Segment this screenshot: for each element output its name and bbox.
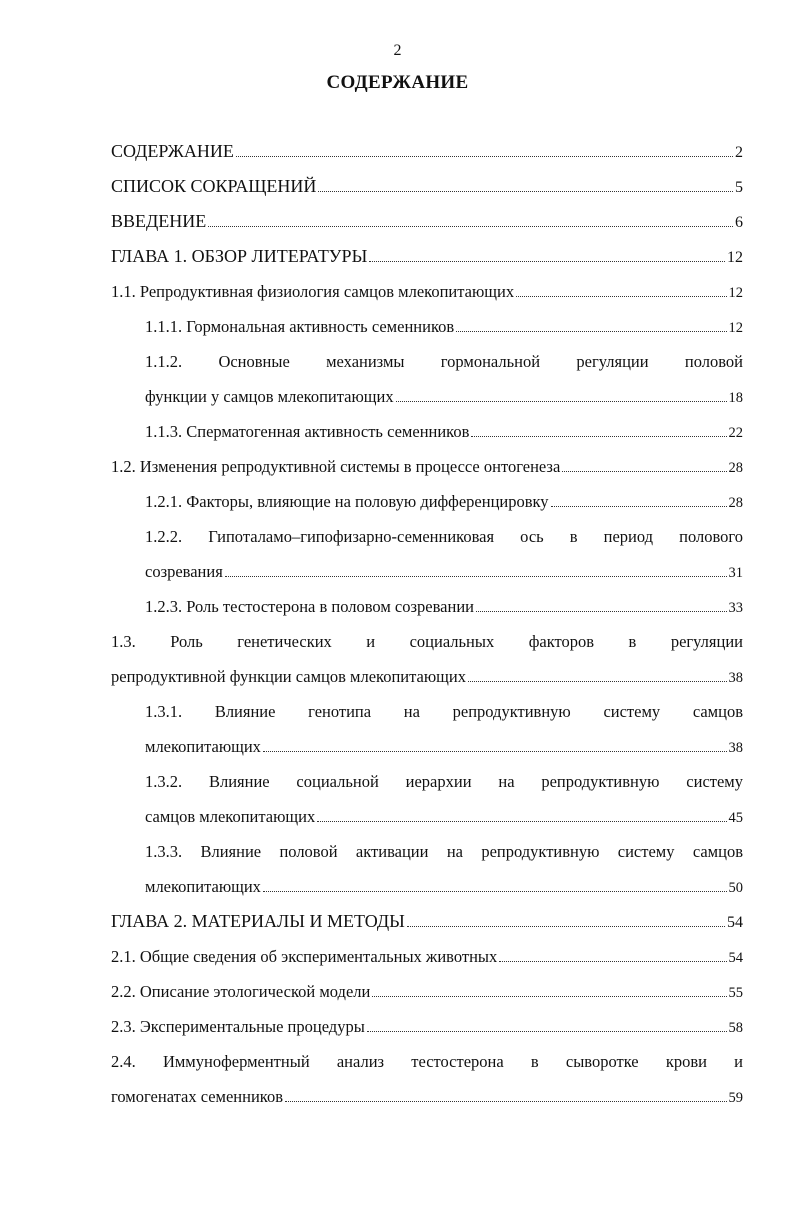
toc-entry-text: 1.1.2. Основные механизмы гормональной регуляции половой bbox=[145, 351, 743, 371]
toc-entry-line bbox=[111, 1087, 743, 1107]
toc-entry-page-number: 2 bbox=[735, 144, 743, 161]
toc-entry-line bbox=[111, 282, 743, 302]
toc-entry-line bbox=[111, 947, 743, 967]
toc-entry[interactable] bbox=[111, 974, 743, 1009]
toc-entry-page-number: 31 bbox=[728, 564, 743, 581]
toc-entry-wrapped-line bbox=[111, 519, 743, 554]
toc-entry-label: функции у самцов млекопитающих bbox=[145, 386, 394, 406]
toc-entry-text: 1.2.2. Гипоталамо–гипофизарно-семенниковая ось в период полового bbox=[145, 526, 743, 546]
toc-entry-page-number: 38 bbox=[728, 669, 743, 686]
toc-entry[interactable] bbox=[111, 449, 743, 484]
toc-entry-label: 2.2. Описание этологической модели bbox=[111, 981, 371, 1001]
dot-leader bbox=[285, 1101, 726, 1102]
toc-entry-line bbox=[111, 667, 743, 687]
toc-entry-label: созревания bbox=[145, 561, 223, 581]
toc-entry-label: СОДЕРЖАНИЕ bbox=[111, 141, 234, 161]
toc-entry-page-number: 12 bbox=[727, 249, 743, 266]
toc-entry-label: млекопитающих bbox=[145, 736, 261, 756]
toc-entry-line bbox=[111, 422, 743, 442]
toc-entry-page-number: 54 bbox=[728, 949, 743, 966]
toc-entry-label: ГЛАВА 2. МАТЕРИАЛЫ И МЕТОДЫ bbox=[111, 911, 405, 931]
toc-entry-page-number: 58 bbox=[728, 1019, 743, 1036]
dot-leader bbox=[225, 576, 727, 577]
toc-entry-wrapped-line bbox=[111, 1044, 743, 1079]
toc-entry-line bbox=[111, 911, 743, 932]
toc-entry[interactable] bbox=[111, 554, 743, 589]
toc-entry-page-number: 55 bbox=[728, 984, 743, 1001]
toc-entry-line bbox=[111, 211, 743, 232]
toc-entry-line bbox=[111, 807, 743, 827]
toc-entry-label: 1.1.3. Сперматогенная активность семенников bbox=[145, 421, 470, 441]
toc-entry-page-number: 12 bbox=[728, 284, 743, 301]
toc-entry-label: млекопитающих bbox=[145, 876, 261, 896]
toc-entry-line bbox=[111, 246, 743, 267]
toc-entry-line bbox=[111, 387, 743, 407]
dot-leader bbox=[367, 1031, 727, 1032]
toc-entry[interactable] bbox=[111, 204, 743, 239]
toc-entry-page-number: 28 bbox=[728, 494, 743, 511]
toc-entry[interactable] bbox=[111, 414, 743, 449]
toc-entry-label: гомогенатах семенников bbox=[111, 1086, 284, 1106]
toc-entry-label: 1.2.1. Факторы, влияющие на половую дифференцировку bbox=[145, 491, 549, 511]
toc-entry-text: 1.3.3. Влияние половой активации на репродуктивную систему самцов bbox=[145, 841, 743, 861]
dot-leader bbox=[317, 821, 726, 822]
toc-entry[interactable] bbox=[111, 309, 743, 344]
dot-leader bbox=[369, 261, 725, 262]
toc-entry-line bbox=[111, 176, 743, 197]
toc-entry-line bbox=[111, 317, 743, 337]
toc-entry-text: 1.3. Роль генетических и социальных факторов в регуляции bbox=[111, 631, 743, 651]
toc-entry-page-number: 38 bbox=[728, 739, 743, 756]
toc-entry-line bbox=[111, 562, 743, 582]
dot-leader bbox=[318, 191, 733, 192]
toc-entry-label: 1.2.3. Роль тестостерона в половом созревании bbox=[145, 596, 474, 616]
toc-entry-line bbox=[111, 737, 743, 757]
toc-entry[interactable] bbox=[111, 1009, 743, 1044]
toc-entry-label: 2.1. Общие сведения об экспериментальных животных bbox=[111, 946, 498, 966]
toc-entry-wrapped-line bbox=[111, 694, 743, 729]
table-of-contents bbox=[111, 134, 743, 1114]
page-title: СОДЕРЖАНИЕ bbox=[326, 72, 469, 93]
toc-entry[interactable] bbox=[111, 904, 743, 939]
dot-leader bbox=[499, 961, 726, 962]
toc-entry-wrapped-line bbox=[111, 344, 743, 379]
dot-leader bbox=[516, 296, 726, 297]
toc-entry-label: 1.2. Изменения репродуктивной системы в процессе онтогенеза bbox=[111, 456, 561, 476]
toc-entry-line bbox=[111, 982, 743, 1002]
toc-entry-page-number: 45 bbox=[728, 809, 743, 826]
toc-entry[interactable] bbox=[111, 589, 743, 624]
dot-leader bbox=[456, 331, 726, 332]
toc-entry-label: 1.1.1. Гормональная активность семенников bbox=[145, 316, 455, 336]
toc-entry-label: ГЛАВА 1. ОБЗОР ЛИТЕРАТУРЫ bbox=[111, 246, 368, 266]
toc-entry-label: 1.1. Репродуктивная физиология самцов млекопитающих bbox=[111, 281, 515, 301]
toc-entry-page-number: 22 bbox=[728, 424, 743, 441]
dot-leader bbox=[263, 751, 727, 752]
toc-entry-page-number: 5 bbox=[735, 179, 743, 196]
toc-entry-text: 1.3.2. Влияние социальной иерархии на репродуктивную систему bbox=[145, 771, 743, 791]
toc-entry[interactable] bbox=[111, 169, 743, 204]
toc-entry-wrapped-line bbox=[111, 834, 743, 869]
toc-entry-label: репродуктивной функции самцов млекопитающих bbox=[111, 666, 466, 686]
dot-leader bbox=[372, 996, 726, 997]
toc-entry-label: СПИСОК СОКРАЩЕНИЙ bbox=[111, 176, 317, 196]
page-number: 2 bbox=[393, 42, 402, 59]
toc-entry-page-number: 59 bbox=[728, 1089, 743, 1106]
toc-entry-label: 2.3. Экспериментальные процедуры bbox=[111, 1016, 365, 1036]
toc-entry[interactable] bbox=[111, 799, 743, 834]
toc-entry-page-number: 50 bbox=[728, 879, 743, 896]
dot-leader bbox=[551, 506, 727, 507]
toc-entry-line bbox=[111, 457, 743, 477]
toc-entry-page-number: 54 bbox=[727, 914, 743, 931]
dot-leader bbox=[471, 436, 726, 437]
toc-entry-page-number: 33 bbox=[728, 599, 743, 616]
toc-entry[interactable] bbox=[111, 1079, 743, 1114]
dot-leader bbox=[208, 226, 733, 227]
dot-leader bbox=[468, 681, 727, 682]
dot-leader bbox=[396, 401, 727, 402]
toc-entry-text: 1.3.1. Влияние генотипа на репродуктивную систему самцов bbox=[145, 701, 743, 721]
toc-entry-page-number: 18 bbox=[728, 389, 743, 406]
toc-entry-line bbox=[111, 141, 743, 162]
toc-entry[interactable] bbox=[111, 134, 743, 169]
dot-leader bbox=[263, 891, 727, 892]
toc-entry[interactable] bbox=[111, 729, 743, 764]
toc-entry-line bbox=[111, 1017, 743, 1037]
toc-entry-page-number: 28 bbox=[728, 459, 743, 476]
toc-entry-page-number: 6 bbox=[735, 214, 743, 231]
toc-entry-line bbox=[111, 492, 743, 512]
dot-leader bbox=[562, 471, 726, 472]
toc-entry[interactable] bbox=[111, 239, 743, 274]
toc-entry[interactable] bbox=[111, 484, 743, 519]
toc-entry-line bbox=[111, 877, 743, 897]
toc-entry-wrapped-line bbox=[111, 624, 743, 659]
toc-entry-wrapped-line bbox=[111, 764, 743, 799]
dot-leader bbox=[236, 156, 733, 157]
toc-entry[interactable] bbox=[111, 659, 743, 694]
toc-entry[interactable] bbox=[111, 379, 743, 414]
toc-entry-text: 2.4. Иммуноферментный анализ тестостерона в сыворотке крови и bbox=[111, 1051, 743, 1071]
toc-entry-label: ВВЕДЕНИЕ bbox=[111, 211, 207, 231]
toc-entry-line bbox=[111, 597, 743, 617]
toc-entry[interactable] bbox=[111, 939, 743, 974]
toc-entry-page-number: 12 bbox=[728, 319, 743, 336]
dot-leader bbox=[476, 611, 727, 612]
dot-leader bbox=[407, 926, 725, 927]
toc-entry-label: самцов млекопитающих bbox=[145, 806, 316, 826]
toc-entry[interactable] bbox=[111, 274, 743, 309]
toc-entry[interactable] bbox=[111, 869, 743, 904]
